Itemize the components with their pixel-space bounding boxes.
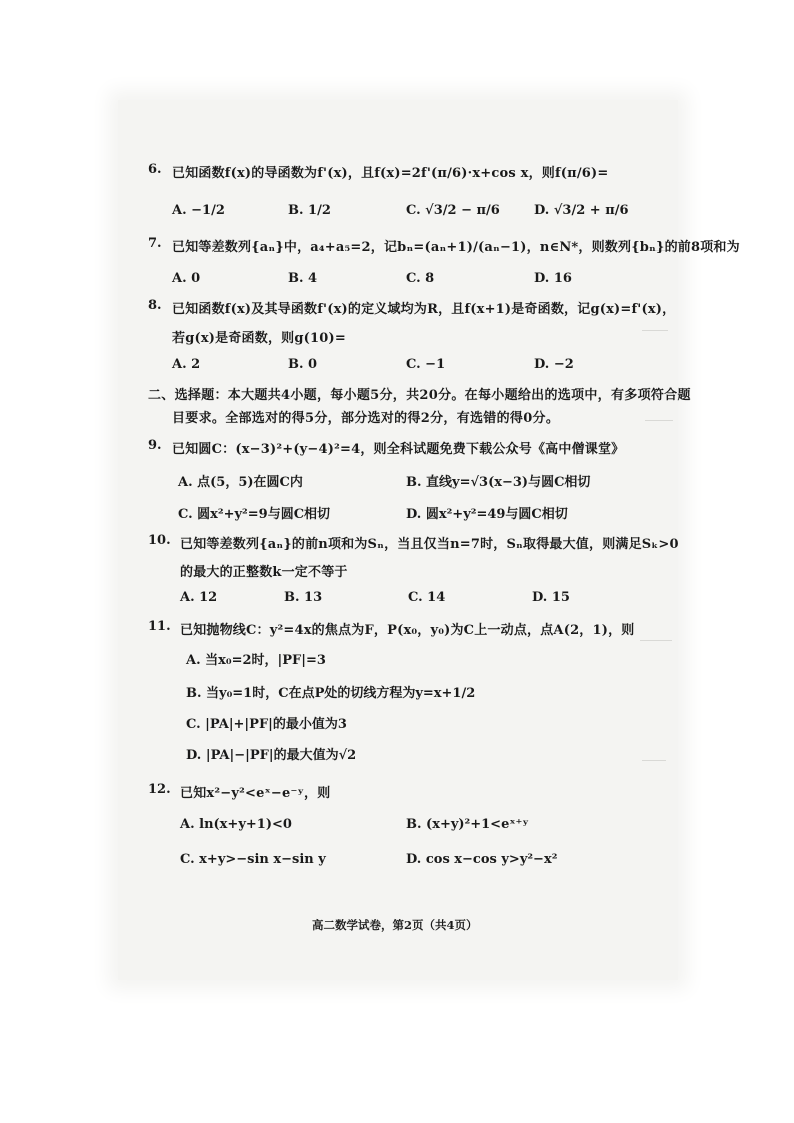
question-stem-continued: 的最大的正整数k一定不等于 — [180, 565, 348, 580]
question-number: 7. — [148, 236, 162, 251]
question-stem: 已知函数f(x)的导函数为f'(x)，且f(x)=2f'(π/6)·x+cos x，则f(π/6)= — [172, 166, 609, 181]
option-b: B. 13 — [284, 590, 323, 605]
option-d: D. √3/2 + π/6 — [534, 203, 629, 218]
option-a: A. 点(5，5)在圆C内 — [178, 475, 303, 490]
section-header-continued: 目要求。全部选对的得5分，部分选对的得2分，有选错的得0分。 — [172, 411, 560, 426]
question-number: 6. — [148, 162, 162, 177]
option-a: A. ln(x+y+1)<0 — [180, 817, 292, 832]
option-c: C. |PA|+|PF|的最小值为3 — [186, 717, 347, 732]
option-b: B. 0 — [288, 357, 318, 372]
bleed-through-mark — [642, 330, 668, 331]
question-number: 12. — [148, 782, 171, 797]
option-b: B. 当y₀=1时，C在点P处的切线方程为y=x+1/2 — [186, 686, 476, 701]
option-c: C. 8 — [406, 271, 435, 286]
option-c: C. 14 — [408, 590, 446, 605]
question-stem: 已知圆C：(x−3)²+(y−4)²=4，则全科试题免费下载公众号《高中僧课堂》 — [172, 442, 625, 457]
option-c: C. √3/2 − π/6 — [406, 203, 500, 218]
question-number: 11. — [148, 619, 171, 634]
option-c: C. −1 — [406, 357, 446, 372]
question-number: 9. — [148, 438, 162, 453]
option-d: D. −2 — [534, 357, 574, 372]
option-c: C. x+y>−sin x−sin y — [180, 852, 326, 867]
section-header: 二、选择题：本大题共4小题，每小题5分，共20分。在每小题给出的选项中，有多项符合题 — [148, 388, 691, 403]
bleed-through-mark — [642, 760, 666, 761]
question-stem: 已知函数f(x)及其导函数f'(x)的定义域均为R，且f(x+1)是奇函数，记g(x)=f'(x)， — [172, 302, 676, 317]
question-stem: 已知x²−y²<eˣ−e⁻ʸ，则 — [180, 786, 331, 801]
option-b: B. 直线y=√3(x−3)与圆C相切 — [406, 475, 591, 490]
option-a: A. −1/2 — [172, 203, 225, 218]
bleed-through-mark — [645, 420, 673, 421]
option-a: A. 12 — [180, 590, 218, 605]
option-d: D. |PA|−|PF|的最大值为√2 — [186, 748, 357, 763]
question-stem: 已知抛物线C：y²=4x的焦点为F，P(x₀，y₀)为C上一动点，点A(2，1)，则 — [180, 623, 635, 638]
bleed-through-mark — [640, 640, 672, 641]
option-a: A. 当x₀=2时，|PF|=3 — [186, 653, 326, 668]
option-b: B. (x+y)²+1<eˣ⁺ʸ — [406, 817, 529, 832]
question-number: 10. — [148, 533, 171, 548]
option-c: C. 圆x²+y²=9与圆C相切 — [178, 507, 331, 522]
option-d: D. 15 — [532, 590, 570, 605]
option-d: D. 16 — [534, 271, 572, 286]
option-d: D. 圆x²+y²=49与圆C相切 — [406, 507, 568, 522]
option-a: A. 2 — [172, 357, 201, 372]
option-b: B. 1/2 — [288, 203, 331, 218]
question-stem: 已知等差数列{aₙ}的前n项和为Sₙ，当且仅当n=7时，Sₙ取得最大值，则满足Sₖ>0 — [180, 537, 679, 552]
question-stem-continued: 若g(x)是奇函数，则g(10)= — [172, 331, 346, 346]
option-d: D. cos x−cos y>y²−x² — [406, 852, 558, 867]
option-a: A. 0 — [172, 271, 201, 286]
question-number: 8. — [148, 298, 162, 313]
option-b: B. 4 — [288, 271, 318, 286]
page-footer: 高二数学试卷，第2页（共4页） — [312, 918, 478, 932]
question-stem: 已知等差数列{aₙ}中，a₄+a₅=2，记bₙ=(aₙ+1)/(aₙ−1)，n∈N*，则数列{bₙ}的前8项和为 — [172, 240, 740, 255]
